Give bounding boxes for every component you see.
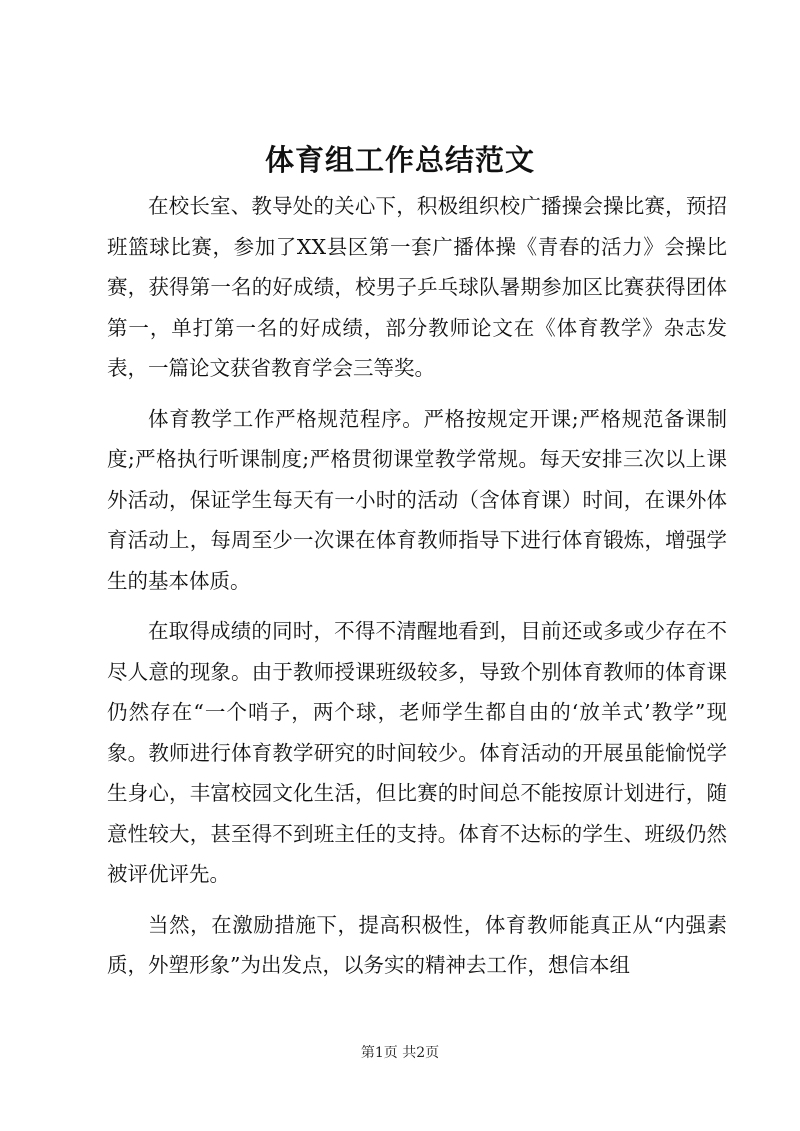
page-number-footer: 第1页 共2页 — [360, 1045, 440, 1061]
paragraph-teaching-standards: 体育教学工作严格规范程序。严格按规定开课;严格规范备课制度;严格执行听课制度;严格贯彻课堂教学常规。每天安排三次以上课外活动，保证学生每天有一小时的活动（含体育课）时间，在课外体育活动上，每周至少一次课在体育教师指导下进行体育锻炼，增强学生的基本体质。 — [107, 406, 727, 593]
paragraph-achievements: 在校长室、教导处的关心下，积极组织校广播操会操比赛，预招班篮球比赛，参加了XX县区第一套广播体操《青春的活力》会操比赛，获得第一名的好成绩，校男子乒乓球队暑期参加区比赛获得团体第一，单打第一名的好成绩，部分教师论文在《体育教学》杂志发表，一篇论文获省教育学会三等奖。 — [107, 194, 727, 380]
document-title: 体育组工作总结范文 — [264, 143, 535, 177]
paragraph-shortcomings: 在取得成绩的同时，不得不清醒地看到，目前还或多或少存在不尽人意的现象。由于教师授课班级较多，导致个别体育教师的体育课仍然存在“一个哨子，两个球，老师学生都自由的‘放羊式’教学”现象。教师进行体育教学研究的时间较少。体育活动的开展虽能愉悦学生身心，丰富校园文化生活，但比赛的时间总不能按原计划进行，随意性较大，甚至得不到班主任的支持。体育不达标的学生、班级仍然被评优评先。 — [107, 619, 727, 886]
paragraph-outlook: 当然，在激励措施下，提高积极性，体育教师能真正从“内强素质，外塑形象”为出发点，以务实的精神去工作，想信本组 — [107, 912, 727, 977]
document-body — [107, 186, 727, 986]
